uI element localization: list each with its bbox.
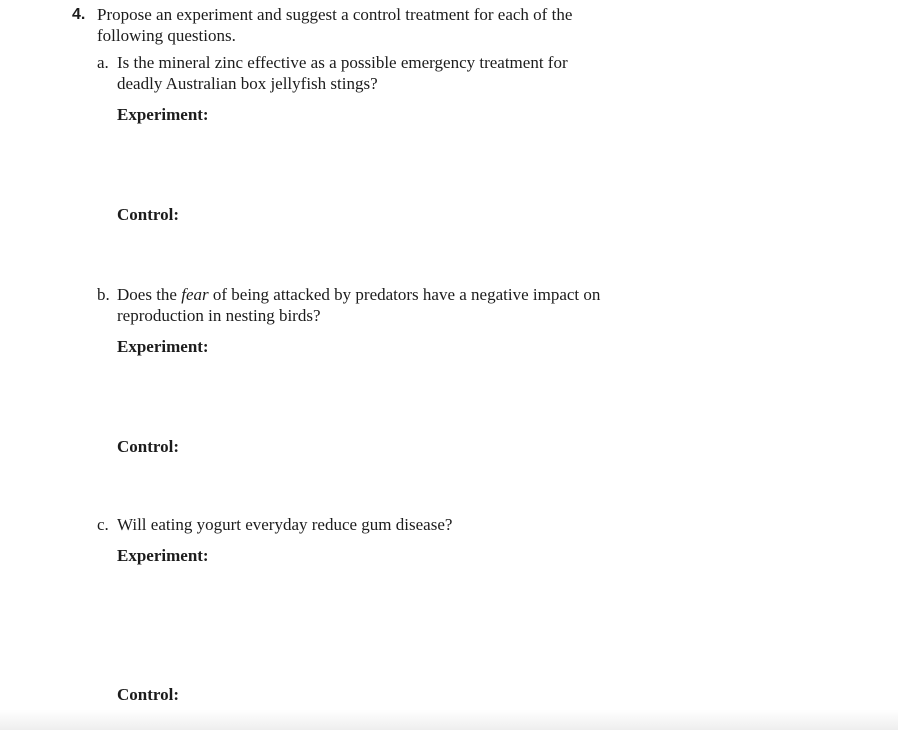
part-a-letter: a. <box>97 53 109 72</box>
part-c-question: Will eating yogurt everyday reduce gum disease? <box>117 515 453 534</box>
page-bottom-edge <box>0 710 898 730</box>
part-b-question <box>117 284 617 326</box>
part-a-control-label: Control: <box>117 205 180 224</box>
part-b-question-end: of being attacked by predators have a negative impact on reproduction in nesting birds? <box>117 285 601 325</box>
part-b-question-start: Does the <box>117 285 182 304</box>
part-c-letter: c. <box>97 515 109 534</box>
question-number: 4. <box>72 6 86 23</box>
part-b-control-label: Control: <box>117 437 180 456</box>
question-prompt: Propose an experiment and suggest a control treatment for each of the following questions. <box>97 5 573 45</box>
part-c-experiment-label: Experiment: <box>117 546 209 565</box>
part-b-experiment-label: Experiment: <box>117 337 209 356</box>
part-a-experiment-label: Experiment: <box>117 105 209 124</box>
part-a-question: Is the mineral zinc effective as a possible emergency treatment for deadly Australian box jellyfish stings? <box>117 53 568 93</box>
part-b-letter: b. <box>97 285 110 304</box>
part-c-control-label: Control: <box>117 685 180 704</box>
part-b-question-emphasis: fear <box>181 285 209 304</box>
